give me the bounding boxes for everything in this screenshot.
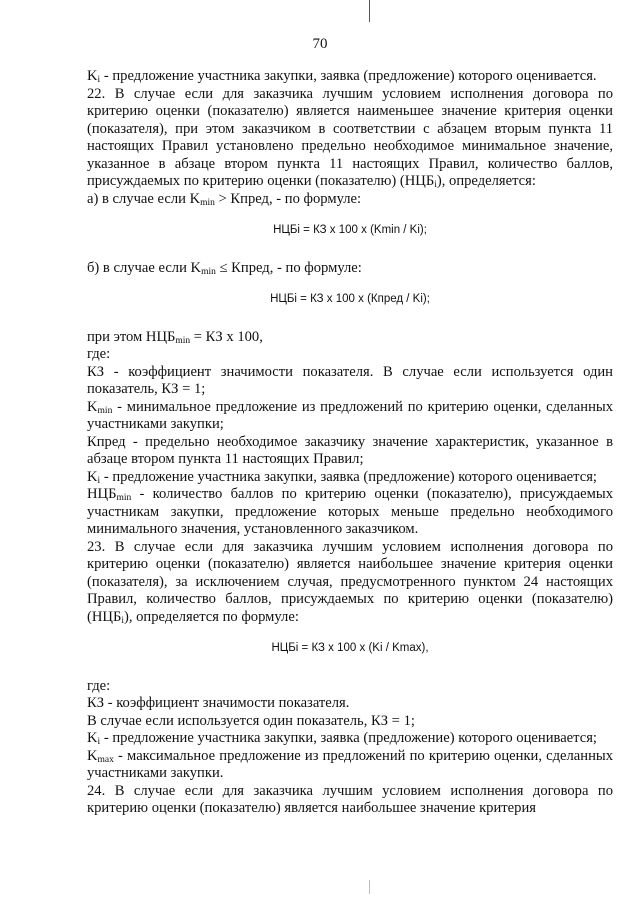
scan-artifact-line	[369, 0, 370, 22]
definition-kmax: $K_{max}$ - максимальное предложение из предложений по критерию оценки, сделанных участниками закупки.	[87, 747, 613, 781]
definition-kz-2: КЗ - коэффициент значимости показателя.	[87, 695, 350, 711]
ncb-min-definition-line: при этом $НЦБ_{min}$ = КЗ x 100,	[87, 328, 263, 346]
definition-ncb-min: $НЦБ_{min}$ - количество баллов по критерию оценки (показателю), присуждаемых участникам закупки, предложение которых меньше предельно необходимого минимального значения, установленного заказчиком.	[87, 486, 613, 537]
formula-b: НЦБi = КЗ x 100 x (Кпред / Ki);	[270, 293, 430, 305]
paragraph-22: 22. В случае если для заказчика лучшим условием исполнения договора по критерию оценки (показателю) является наименьшее значение критерия оценки (показателя), при этом заказчиком в соответствии с абзацем вторым пункта 11 настоящих Правил установлено предельно необходимое минимальное значение, указанное в абзаце втором пункта 11 настоящих Правил, количество баллов, присуждаемых по критерию оценки (показателю) $(НЦБ_i)$, определяется:	[87, 85, 613, 190]
paragraph-23: 23. В случае если для заказчика лучшим условием исполнения договора по критерию оценки (показателю) является наибольшее значение критерия оценки (показателя), за исключением случая, предусмотренного пунктом 24 настоящих Правил, количество баллов, присуждаемых по критерию оценки (показателю) $(НЦБ_i)$, определяется по формуле:	[87, 538, 613, 626]
case-b: б) в случае если $K_{min}$ ≤ Кпред, - по формуле:	[87, 259, 362, 277]
definition-kz-1: КЗ - коэффициент значимости показателя. В случае если используется один показатель, КЗ = 1;	[87, 363, 613, 397]
where-label-1: где:	[87, 346, 111, 362]
formula-a: НЦБi = КЗ x 100 x (Kmin / Ki);	[273, 224, 427, 236]
document-body	[87, 68, 613, 818]
definition-ki: $K_i$ - предложение участника закупки, заявка (предложение) которого оценивается.	[87, 68, 597, 85]
definition-kz-2b: В случае если используется один показатель, КЗ = 1;	[87, 712, 415, 729]
formula-c: НЦБi = КЗ x 100 x (Ki / Kmax),	[271, 642, 429, 654]
definition-kmin: $K_{min}$ - минимальное предложение из предложений по критерию оценки, сделанных участниками закупки;	[87, 398, 613, 432]
where-label-2: где:	[87, 677, 111, 694]
paragraph-24: 24. В случае если для заказчика лучшим условием исполнения договора по критерию оценки (показателю) является наибольшее значение критерия	[87, 782, 613, 816]
definition-ki-3: $K_i$ - предложение участника закупки, заявка (предложение) которого оценивается;	[87, 730, 597, 747]
page-number: 70	[312, 36, 328, 52]
case-a: а) в случае если $K_{min}$ > Кпред, - по формуле:	[87, 190, 362, 208]
definition-kpred: Кпред - предельно необходимое заказчику значение характеристик, указанное в абзаце втором пункта 11 настоящих Правил;	[87, 433, 613, 467]
scan-artifact-line-bottom	[369, 880, 370, 894]
definition-ki-2: $K_i$ - предложение участника закупки, заявка (предложение) которого оценивается;	[87, 468, 597, 486]
